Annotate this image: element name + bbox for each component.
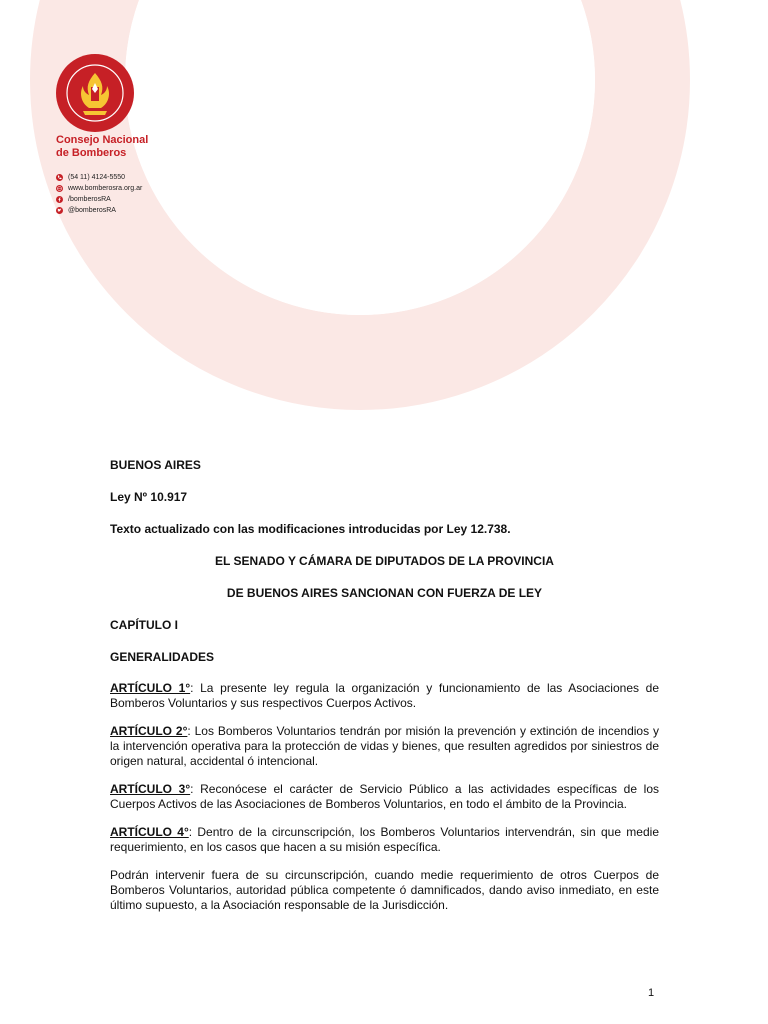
province-heading: BUENOS AIRES: [110, 458, 201, 472]
contact-facebook[interactable]: [56, 194, 142, 205]
facebook-icon: [56, 196, 63, 203]
contact-twitter[interactable]: [56, 205, 142, 216]
article-1: [110, 681, 659, 711]
org-name-line1: Consejo Nacional: [56, 134, 149, 146]
contact-web-text[interactable]: www.bomberosra.org.ar: [68, 185, 143, 192]
article-3-text: : Reconócese el carácter de Servicio Público a las actividades específicas de los Cuerpos Activos de las Asociaciones de Bomberos Voluntarios, en todo el ámbito de la Provincia.: [110, 782, 659, 811]
article-1-label: ARTÍCULO 1°: [110, 681, 191, 695]
chapter-heading: CAPÍTULO I: [110, 618, 178, 632]
org-name-line2: de Bomberos: [56, 147, 127, 159]
enactment-line-1: EL SENADO Y CÁMARA DE DIPUTADOS DE LA PROVINCIA: [215, 554, 554, 568]
contact-list: [56, 172, 142, 216]
article-3-label: ARTÍCULO 3°: [110, 782, 191, 796]
globe-icon: [56, 185, 63, 192]
article-2: [110, 724, 659, 769]
contact-twitter-text[interactable]: @bomberosRA: [68, 207, 116, 214]
article-2-text: : Los Bomberos Voluntarios tendrán por misión la prevención y extinción de incendios y la intervención operativa para la protección de vidas y bienes, que resulten agredidos por siniestros de origen natural, accidental ó intencional.: [110, 724, 659, 768]
article-3: [110, 782, 659, 812]
contact-web[interactable]: [56, 183, 142, 194]
organization-name: [56, 134, 256, 160]
contact-phone-text: (54 11) 4124-5550: [68, 174, 126, 181]
chapter-title: GENERALIDADES: [110, 650, 215, 664]
contact-phone: [56, 172, 142, 183]
phone-icon: [56, 174, 63, 181]
contact-facebook-text[interactable]: /bomberosRA: [68, 196, 111, 203]
enactment-line-2: DE BUENOS AIRES SANCIONAN CON FUERZA DE LEY: [226, 586, 543, 600]
article-4-label: ARTÍCULO 4°: [110, 825, 189, 839]
article-2-label: ARTÍCULO 2°: [110, 724, 188, 738]
article-4-text: : Dentro de la circunscripción, los Bomberos Voluntarios intervendrán, sin que medie requerimiento, en los casos que hacen a su misión específica.: [110, 825, 659, 854]
page-number: 1: [648, 987, 655, 999]
article-1-text: : La presente ley regula la organización y funcionamiento de las Asociaciones de Bomberos Voluntarios y sus respectivos Cuerpos Activos.: [110, 681, 659, 710]
article-4: [110, 825, 659, 855]
article-4-paragraph: Podrán intervenir fuera de su circunscripción, cuando medie requerimiento de otros Cuerpos de Bomberos Voluntarios, autoridad pública competente ó damnificados, dando aviso inmediato, en este último supuesto, a la Asociación responsable de la Jurisdicción.: [110, 868, 659, 912]
updated-note: Texto actualizado con las modificaciones introducidas por Ley 12.738.: [110, 522, 511, 536]
law-document: [110, 458, 659, 913]
law-number: Ley Nº 10.917: [110, 490, 188, 504]
bomberos-seal-logo: [55, 53, 135, 133]
twitter-icon: [56, 207, 63, 214]
